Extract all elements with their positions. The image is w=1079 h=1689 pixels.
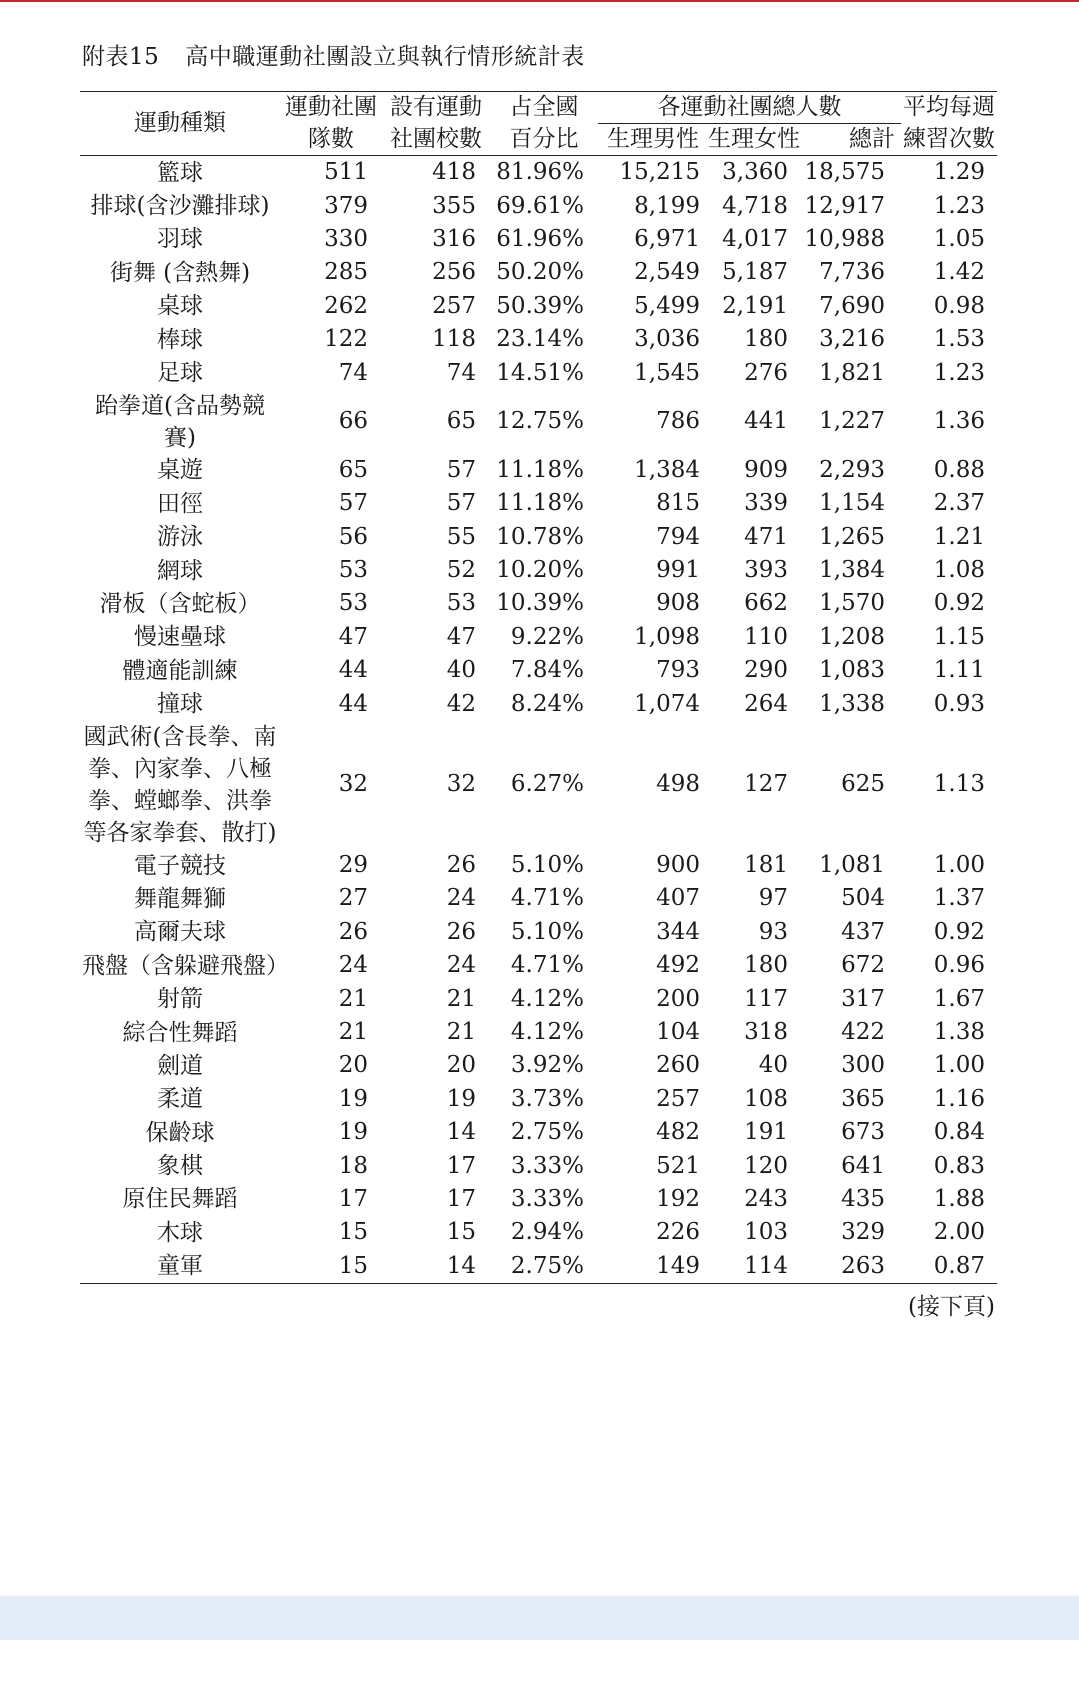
table-row [80,156,997,190]
continue-note: (接下頁) [908,1293,995,1320]
cell-sport-name: 原住民舞蹈 [122,1186,238,1213]
cell-schools: 26 [446,852,476,879]
table-row [80,390,997,454]
cell-pct: 2.75% [510,1119,584,1146]
table-row [80,621,997,654]
header-members-group: 各運動社團總人數 [598,92,901,124]
cell-avg: 1.23 [933,359,986,386]
cell-pct: 50.20% [496,259,584,286]
cell-avg: 1.67 [933,985,986,1012]
cell-male: 815 [656,490,700,517]
cell-total: 263 [841,1252,886,1279]
table-row [80,487,997,520]
cell-teams: 285 [324,259,368,286]
table-row [80,721,997,849]
cell-sport-name: 綜合性舞蹈 [122,1019,238,1046]
cell-teams: 74 [338,359,368,386]
cell-schools: 52 [446,557,476,584]
cell-sport-name: 柔道 [157,1086,203,1113]
cell-male: 521 [656,1152,700,1179]
table-row [80,1016,997,1049]
table-row [80,916,997,949]
cell-avg: 1.38 [933,1019,986,1045]
cell-avg: 1.00 [933,1052,986,1079]
cell-avg: 1.88 [933,1185,986,1212]
cell-sport-name: 跆拳道(含品勢競賽) [95,392,265,451]
cell-teams: 65 [338,456,368,483]
cell-pct: 4.71% [510,952,584,979]
cell-pct: 11.18% [496,456,584,483]
cell-sport-name: 籃球 [157,159,203,186]
cell-teams: 122 [324,326,368,353]
table-row [80,1049,997,1082]
cell-avg: 0.88 [933,456,986,483]
cell-male: 104 [656,1019,700,1045]
cell-sport-name: 排球(含沙灘排球) [90,193,270,220]
table-row [80,1149,997,1182]
cell-female: 191 [744,1119,788,1146]
cell-total: 1,821 [819,359,886,386]
cell-sport-name: 羽球 [157,226,203,253]
cell-male: 6,971 [634,225,700,252]
cell-pct: 4.71% [510,885,584,912]
cell-schools: 355 [432,192,476,219]
cell-pct: 9.22% [510,623,584,650]
cell-male: 786 [656,408,700,435]
cell-sport-name: 童軍 [157,1253,203,1280]
header-pct-line1: 占全國 [509,94,579,121]
cell-avg: 1.16 [933,1085,986,1112]
table-row [80,882,997,915]
header-avg-line1: 平均每週 [903,94,996,121]
cell-male: 498 [656,771,700,798]
cell-female: 4,718 [722,192,788,219]
table-row [80,1083,997,1116]
cell-avg: 1.15 [933,623,986,650]
cell-avg: 2.00 [933,1219,986,1246]
cell-avg: 0.93 [933,690,986,717]
cell-pct: 6.27% [510,771,584,798]
cell-male: 226 [656,1219,700,1246]
cell-total: 2,293 [819,456,886,483]
cell-female: 471 [744,523,788,550]
cell-male: 2,549 [634,259,700,286]
cell-sport-name: 國武術(含長拳、南拳、內家拳、八極拳、螳螂拳、洪拳等各家拳套、散打) [83,723,277,846]
cell-total: 1,338 [819,690,886,717]
cell-sport-name: 足球 [157,360,203,387]
cell-male: 900 [656,852,700,879]
cell-sport-name: 劍道 [157,1052,203,1079]
cell-teams: 53 [338,590,368,617]
cell-pct: 3.33% [510,1152,584,1179]
cell-avg: 1.13 [933,771,986,798]
cell-avg: 1.42 [933,259,986,286]
header-female: 生理女性 [708,126,800,152]
cell-schools: 15 [446,1219,476,1246]
cell-sport-name: 桌球 [157,293,203,320]
cell-teams: 29 [338,852,368,879]
cell-male: 344 [656,918,700,945]
header-avg-line2: 練習次數 [903,125,996,152]
cell-schools: 21 [446,1019,476,1045]
cell-teams: 20 [338,1052,368,1079]
cell-total: 504 [841,885,886,912]
cell-female: 114 [744,1252,788,1279]
cell-schools: 24 [446,885,476,912]
cell-schools: 53 [446,590,476,617]
cell-male: 794 [656,523,700,550]
cell-pct: 2.94% [510,1219,584,1246]
cell-total: 317 [841,985,886,1012]
cell-male: 15,215 [619,159,700,186]
header-teams-line2: 隊數 [308,125,354,152]
cell-schools: 21 [446,985,476,1012]
cell-male: 492 [656,952,700,979]
cell-female: 662 [744,590,788,617]
header-schools-line1: 設有運動 [390,94,482,121]
cell-pct: 50.39% [496,292,584,319]
header-pct-line2: 百分比 [509,125,579,152]
cell-teams: 17 [338,1185,368,1212]
cell-avg: 0.87 [933,1252,986,1279]
cell-female: 4,017 [722,225,788,252]
cell-total: 1,265 [819,523,886,550]
cell-pct: 7.84% [510,657,584,684]
table-body [80,156,997,1284]
cell-sport-name: 田徑 [157,490,203,517]
cell-schools: 24 [446,952,476,979]
top-accent-rule [0,0,1079,2]
cell-pct: 23.14% [496,326,584,353]
cell-sport-name: 電子競技 [134,852,226,879]
cell-sport-name: 滑板（含蛇板） [99,590,261,617]
cell-avg: 0.92 [933,590,986,617]
cell-schools: 65 [446,408,476,435]
cell-pct: 8.24% [510,690,584,717]
table-row [80,554,997,587]
cell-schools: 316 [432,225,476,252]
cell-teams: 262 [324,292,368,319]
cell-male: 908 [656,590,700,617]
cell-teams: 53 [338,557,368,584]
cell-pct: 2.75% [510,1252,584,1279]
cell-schools: 14 [446,1252,476,1279]
cell-sport-name: 網球 [157,557,203,584]
cell-sport-name: 射箭 [157,986,203,1013]
cell-avg: 1.36 [933,408,986,435]
cell-total: 1,384 [819,557,886,584]
cell-teams: 27 [338,885,368,912]
cell-sport-name: 桌遊 [157,457,203,484]
cell-avg: 0.96 [933,952,986,979]
cell-total: 7,736 [819,259,886,286]
cell-sport-name: 高爾夫球 [134,919,226,946]
cell-schools: 57 [446,490,476,517]
cell-male: 260 [656,1052,700,1079]
cell-schools: 118 [432,326,476,353]
cell-sport-name: 慢速壘球 [134,624,226,651]
cell-male: 991 [656,557,700,584]
cell-schools: 256 [432,259,476,286]
cell-schools: 17 [446,1152,476,1179]
cell-sport-name: 街舞 (含熱舞) [109,259,251,286]
cell-total: 1,570 [819,590,886,617]
cell-avg: 0.84 [933,1119,986,1146]
cell-sport-name: 游泳 [157,524,203,551]
cell-teams: 19 [338,1119,368,1146]
cell-female: 127 [744,771,788,798]
table-row [80,1250,997,1284]
cell-pct: 81.96% [496,159,584,186]
cell-avg: 2.37 [933,490,986,517]
cell-avg: 1.08 [933,557,986,584]
cell-pct: 61.96% [496,225,584,252]
cell-teams: 19 [338,1085,368,1112]
cell-pct: 10.20% [496,557,584,584]
table-row [80,521,997,554]
cell-teams: 15 [338,1219,368,1246]
cell-male: 8,199 [634,192,700,219]
cell-female: 264 [744,690,788,717]
cell-male: 257 [656,1085,700,1112]
table-row [80,849,997,882]
caption-label: 附表15 [82,44,160,70]
cell-teams: 57 [338,490,368,517]
header-male: 生理男性 [607,126,699,152]
cell-total: 1,208 [819,623,886,650]
cell-avg: 1.00 [933,852,986,879]
cell-avg: 0.92 [933,918,986,945]
cell-teams: 379 [324,192,368,219]
cell-female: 103 [744,1219,788,1246]
cell-sport-name: 象棋 [157,1153,203,1180]
cell-male: 1,098 [634,623,700,650]
cell-total: 1,227 [819,408,886,435]
table-row [80,290,997,323]
cell-schools: 57 [446,456,476,483]
cell-female: 3,360 [722,159,788,186]
cell-male: 793 [656,657,700,684]
cell-total: 10,988 [804,225,886,252]
cell-teams: 511 [324,159,368,186]
cell-male: 482 [656,1119,700,1146]
cell-schools: 20 [446,1052,476,1079]
cell-total: 422 [841,1019,886,1045]
cell-total: 329 [841,1219,886,1246]
cell-male: 3,036 [634,326,700,353]
cell-pct: 4.12% [510,1019,584,1045]
header-total: 總計 [849,126,896,152]
cell-avg: 0.83 [933,1152,986,1179]
cell-pct: 10.39% [496,590,584,617]
cell-female: 97 [758,885,788,912]
cell-male: 1,384 [634,456,700,483]
cell-sport-name: 舞龍舞獅 [134,885,226,912]
cell-total: 1,081 [819,852,886,879]
table-row [80,654,997,687]
cell-avg: 1.53 [933,326,986,353]
cell-pct: 3.33% [510,1185,584,1212]
cell-avg: 1.05 [933,225,986,252]
cell-female: 339 [744,490,788,517]
cell-pct: 12.75% [496,408,584,435]
header-schools-line2: 社團校數 [390,125,482,152]
cell-teams: 330 [324,225,368,252]
cell-schools: 40 [446,657,476,684]
cell-female: 5,187 [722,259,788,286]
table-header [80,92,997,156]
cell-sport-name: 體適能訓練 [122,657,238,684]
table-row [80,223,997,256]
cell-pct: 3.73% [510,1085,584,1112]
cell-male: 200 [656,985,700,1012]
table-row [80,454,997,487]
cell-schools: 14 [446,1119,476,1146]
table-row [80,982,997,1015]
cell-teams: 24 [338,952,368,979]
cell-female: 441 [744,408,788,435]
cell-male: 149 [656,1252,700,1279]
cell-teams: 21 [338,1019,368,1045]
cell-schools: 42 [446,690,476,717]
cell-schools: 257 [432,292,476,319]
cell-pct: 14.51% [496,359,584,386]
cell-female: 40 [758,1052,788,1079]
cell-schools: 26 [446,918,476,945]
table-row [80,256,997,289]
table-row [80,1216,997,1249]
cell-avg: 1.23 [933,192,986,219]
cell-schools: 19 [446,1085,476,1112]
cell-total: 1,154 [819,490,886,517]
cell-schools: 47 [446,623,476,650]
cell-male: 1,545 [634,359,700,386]
cell-teams: 26 [338,918,368,945]
cell-teams: 18 [338,1152,368,1179]
cell-female: 110 [744,623,788,650]
cell-total: 435 [841,1185,886,1212]
cell-total: 365 [841,1085,886,1112]
statistics-table [80,91,997,1284]
table-row [80,1183,997,1216]
cell-pct: 3.92% [510,1052,584,1079]
cell-female: 93 [758,918,788,945]
cell-female: 180 [744,952,788,979]
cell-female: 276 [744,359,788,386]
caption-title: 高中職運動社團設立與執行情形統計表 [185,44,585,70]
cell-female: 290 [744,657,788,684]
cell-total: 18,575 [804,159,886,186]
cell-female: 108 [744,1085,788,1112]
table-row [80,356,997,389]
cell-schools: 418 [432,159,476,186]
cell-sport-name: 棒球 [157,326,203,353]
cell-male: 192 [656,1185,700,1212]
cell-teams: 44 [338,690,368,717]
cell-female: 181 [744,852,788,879]
cell-schools: 32 [446,771,476,798]
cell-schools: 55 [446,523,476,550]
cell-schools: 17 [446,1185,476,1212]
table-row [80,949,997,982]
cell-sport-name: 撞球 [157,691,203,718]
cell-total: 12,917 [804,192,886,219]
cell-sport-name: 保齡球 [145,1119,215,1146]
cell-avg: 0.98 [933,292,986,319]
cell-avg: 1.37 [933,885,986,912]
table-row [80,189,997,222]
cell-total: 625 [841,771,886,798]
header-sport-type: 運動種類 [134,110,226,136]
cell-total: 437 [841,918,886,945]
cell-male: 1,074 [634,690,700,717]
cell-total: 641 [841,1152,886,1179]
cell-avg: 1.29 [933,159,986,186]
cell-total: 673 [841,1119,886,1146]
cell-teams: 56 [338,523,368,550]
cell-female: 120 [744,1152,788,1179]
cell-pct: 11.18% [496,490,584,517]
cell-total: 3,216 [819,326,886,353]
cell-sport-name: 飛盤（含躲避飛盤） [82,952,289,979]
cell-female: 180 [744,326,788,353]
cell-pct: 10.78% [496,523,584,550]
statistics-table-container [80,91,997,1321]
cell-pct: 5.10% [510,918,584,945]
cell-total: 672 [841,952,886,979]
cell-female: 243 [744,1185,788,1212]
table-row [80,323,997,356]
cell-female: 393 [744,557,788,584]
cell-total: 300 [841,1052,886,1079]
cell-avg: 1.21 [933,523,986,550]
cell-pct: 4.12% [510,985,584,1012]
cell-teams: 21 [338,985,368,1012]
cell-male: 5,499 [634,292,700,319]
table-caption [82,38,585,71]
cell-total: 1,083 [819,657,886,684]
cell-avg: 1.11 [933,657,986,684]
cell-teams: 47 [338,623,368,650]
header-teams-line1: 運動社團 [285,94,377,121]
cell-female: 2,191 [722,292,788,319]
cell-female: 909 [744,456,788,483]
cell-sport-name: 木球 [157,1219,203,1246]
cell-total: 7,690 [819,292,886,319]
footer-band [0,1598,1079,1640]
cell-pct: 5.10% [510,852,584,879]
cell-teams: 15 [338,1252,368,1279]
table-row [80,687,997,720]
cell-teams: 44 [338,657,368,684]
table-row [80,1116,997,1149]
table-row [80,587,997,620]
cell-teams: 66 [338,408,368,435]
cell-pct: 69.61% [496,192,584,219]
cell-female: 318 [744,1019,788,1045]
cell-male: 407 [656,885,700,912]
cell-female: 117 [744,985,788,1012]
cell-schools: 74 [446,359,476,386]
cell-teams: 32 [338,771,368,798]
